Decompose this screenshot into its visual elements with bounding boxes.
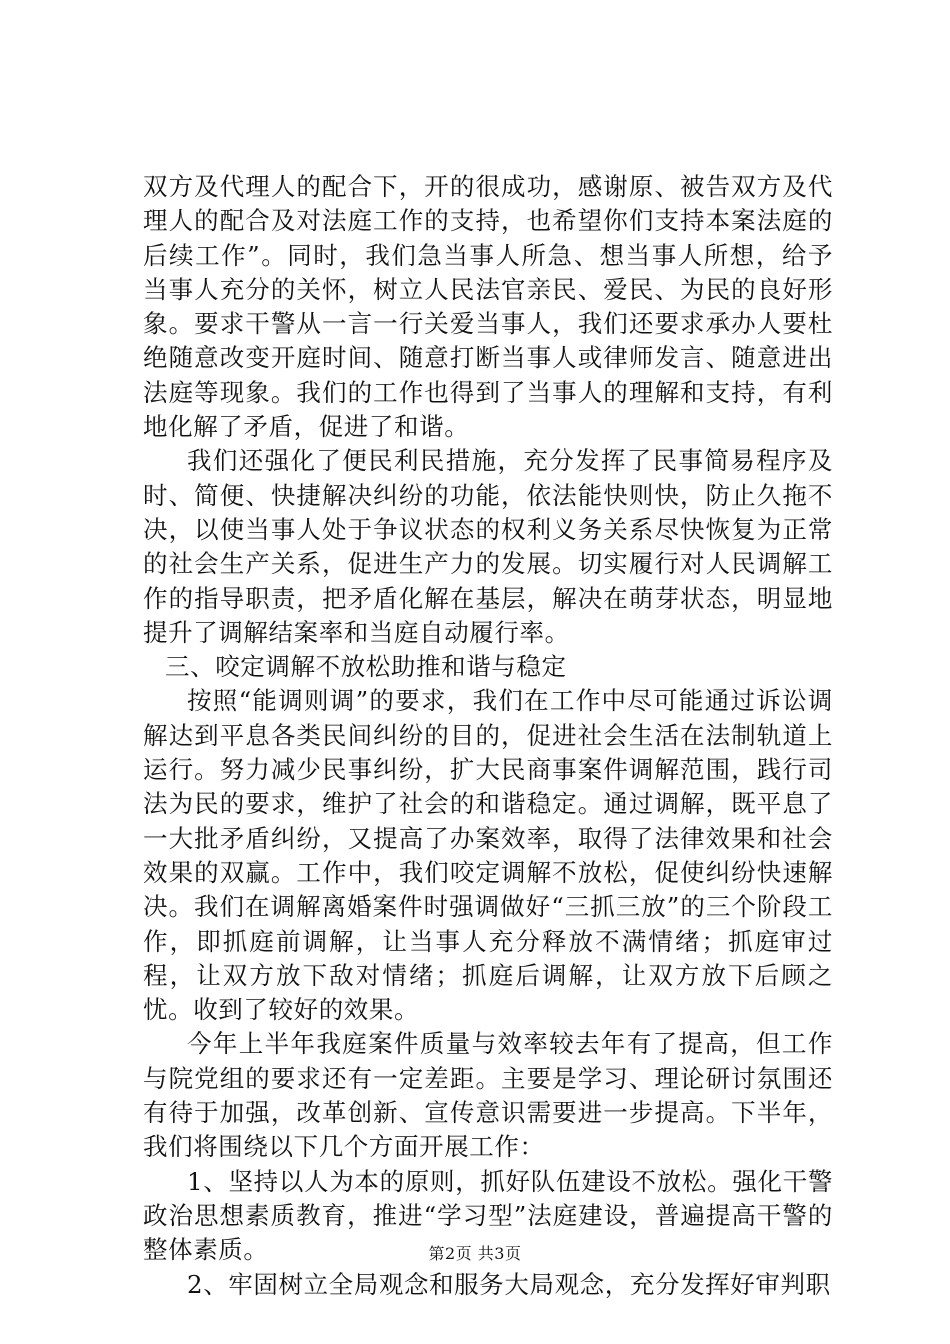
paragraph-mediation: 按照“能调则调”的要求，我们在工作中尽可能通过诉讼调解达到平息各类民间纠纷的目的，促进社会生活在法制轨道上运行。努力减少民事纠纷，扩大民商事案件调解范围，践行司法为民的要求，维护了社会的和谐稳定。通过调解，既平息了一大批矛盾纠纷，又提高了办案效率，取得了法律效果和社会效果的双赢。工作中，我们咬定调解不放松，促使纠纷快速解决。我们在调解离婚案件时强调做好“三抓三放”的三个阶段工作，即抓庭前调解，让当事人充分释放不满情绪；抓庭审过程，让双方放下敌对情绪；抓庭后调解，让双方放下后顾之忧。收到了较好的效果。 xyxy=(143,686,833,1025)
document-body xyxy=(143,170,833,1302)
section-heading-mediation: 三、咬定调解不放松助推和谐与稳定 xyxy=(165,652,567,682)
list-item-1: 1、坚持以人为本的原则，抓好队伍建设不放松。强化干警政治思想素质教育，推进“学习型”法庭建设，普遍提高干警的整体素质。 xyxy=(143,1166,833,1265)
paragraph-continuation: 双方及代理人的配合下，开的很成功，感谢原、被告双方及代理人的配合及对法庭工作的支持，也希望你们支持本案法庭的后续工作”。同时，我们急当事人所急、想当事人所想，给予当事人充分的关怀，树立人民法官亲民、爱民、为民的良好形象。要求干警从一言一行关爱当事人，我们还要求承办人要杜绝随意改变开庭时间、随意打断当事人或律师发言、随意进出法庭等现象。我们的工作也得到了当事人的理解和支持，有利地化解了矛盾，促进了和谐。 xyxy=(143,172,833,442)
paragraph-first-half-review: 今年上半年我庭案件质量与效率较去年有了提高，但工作与院党组的要求还有一定差距。主要是学习、理论研讨氛围还有待于加强，改革创新、宣传意识需要进一步提高。下半年，我们将围绕以下几个方面开展工作： xyxy=(143,1029,833,1162)
page-number: 第2页 xyxy=(428,1244,473,1263)
paragraph-convenience-measures: 我们还强化了便民利民措施，充分发挥了民事简易程序及时、简便、快捷解决纠纷的功能，依法能快则快，防止久拖不决，以使当事人处于争议状态的权利义务关系尽快恢复为正常的社会生产关系，促进生产力的发展。切实履行对人民调解工作的指导职责，把矛盾化解在基层，解决在萌芽状态，明显地提升了调解结案率和当庭自动履行率。 xyxy=(143,446,833,647)
list-item-2: 2、牢固树立全局观念和服务大局观念，充分发挥好审判职 xyxy=(187,1269,831,1299)
page-footer xyxy=(0,1244,950,1264)
page-total: 共3页 xyxy=(477,1244,522,1263)
